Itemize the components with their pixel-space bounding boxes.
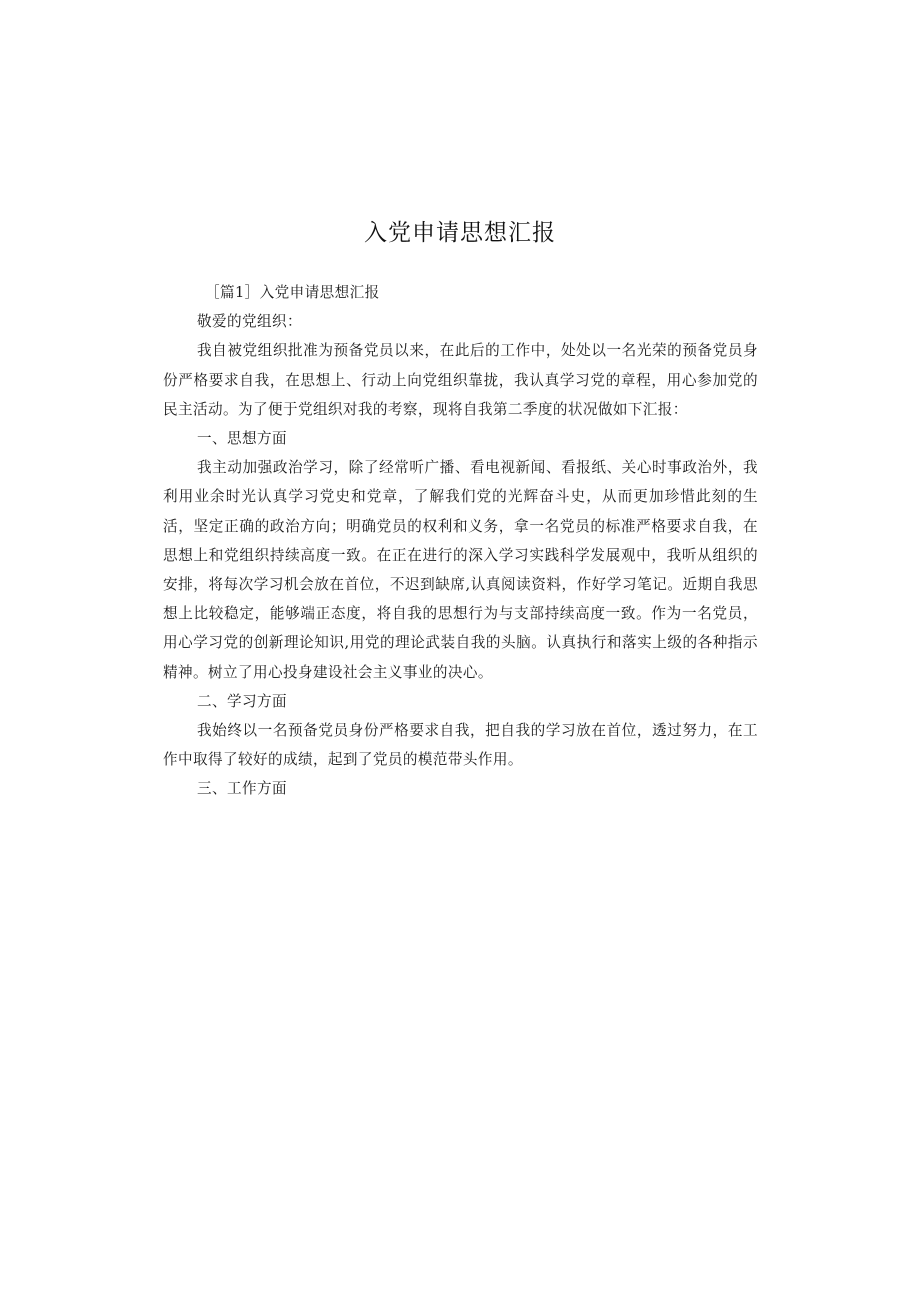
document-body: [163, 278, 758, 804]
document-title: 入党申请思想汇报: [364, 220, 556, 246]
thought-paragraph: 我主动加强政治学习，除了经常听广播、看电视新闻、看报纸、关心时事政治外，我利用业余时光认真学习党史和党章，了解我们党的光辉奋斗史，从而更加珍惜此刻的生活，坚定正确的政治方向；明确党员的权利和义务，拿一名党员的标准严格要求自我，在思想上和党组织持续高度一致。在正在进行的深入学习实践科学发展观中，我听从组织的安排，将每次学习机会放在首位，不迟到缺席,认真阅读资料，作好学习笔记。近期自我思想上比较稳定，能够端正态度，将自我的思想行为与支部持续高度一致。作为一名党员，用心学习党的创新理论知识,用党的理论武装自我的头脑。认真执行和落实上级的各种指示精神。树立了用心投身建设社会主义事业的决心。: [163, 459, 758, 681]
section-heading-study: 二、学习方面: [197, 692, 287, 710]
section-heading-work: 三、工作方面: [197, 780, 287, 798]
salutation: 敬爱的党组织：: [197, 313, 302, 331]
article-heading: ［篇1］入党申请思想汇报: [205, 284, 380, 301]
section-heading-thought: 一、思想方面: [197, 430, 287, 448]
study-paragraph: 我始终以一名预备党员身份严格要求自我，把自我的学习放在首位，透过努力，在工作中取得了较好的成绩，起到了党员的模范带头作用。: [163, 722, 758, 769]
intro-paragraph: 我自被党组织批准为预备党员以来，在此后的工作中，处处以一名光荣的预备党员身份严格要求自我，在思想上、行动上向党组织靠拢，我认真学习党的章程，用心参加党的民主活动。为了便于党组织对我的考察，现将自我第二季度的状况做如下汇报：: [163, 342, 758, 418]
